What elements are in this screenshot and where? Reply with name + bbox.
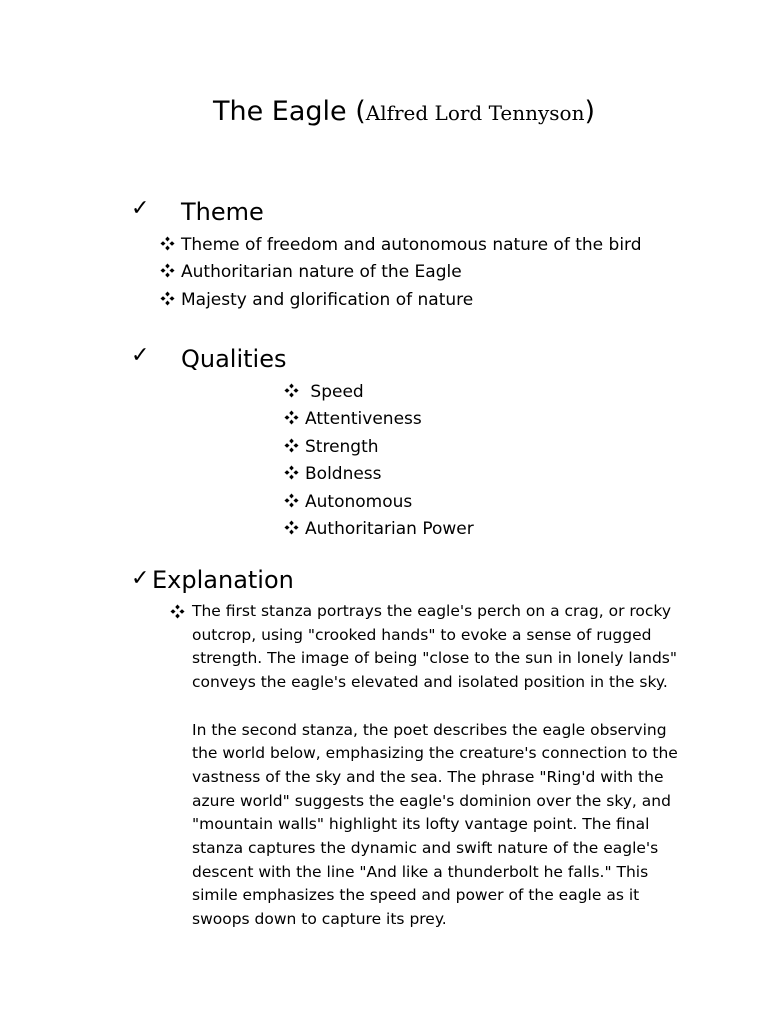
list-item: Authoritarian Power: [284, 516, 474, 543]
list-item: Theme of freedom and autonomous nature of the bird: [160, 232, 642, 259]
list-item: Majesty and glorification of nature: [160, 287, 642, 314]
diamond-bullet-icon: [284, 410, 299, 425]
checkmark-icon: ✓: [131, 343, 150, 368]
list-item: Authoritarian nature of the Eagle: [160, 259, 642, 286]
list-item: Attentiveness: [284, 406, 474, 433]
explanation-paragraph: In the second stanza, the poet describes the eagle observing the world below, emphasizing the creature's connection to the vastness of the sky and the sea. The phrase "Ring'd with the azure world" suggests the eagle's dominion over the sky, and "mountain walls" highlight its lofty vantage point. The final stanza captures the dynamic and swift nature of the eagle's descent with the line "And like a thunderbolt he falls." This simile emphasizes the speed and power of the eagle as it swoops down to capture its prey.: [192, 720, 678, 929]
qualities-list: [284, 379, 474, 543]
title-close: ): [584, 96, 596, 127]
page-title: [0, 96, 768, 127]
diamond-bullet-icon: [284, 383, 299, 398]
checkmark-icon: ✓: [131, 196, 150, 221]
explanation-paragraph: The first stanza portrays the eagle's perch on a crag, or rocky outcrop, using "crooked hands" to evoke a sense of rugged strength. The image of being "close to the sun in lonely lands" conveys the eagle's elevated and isolated position in the sky.: [192, 602, 678, 692]
list-item: Boldness: [284, 461, 474, 488]
list-item: Strength: [284, 434, 474, 461]
diamond-bullet-icon: [284, 520, 299, 535]
list-item: Speed: [284, 379, 474, 406]
diamond-bullet-icon: [284, 493, 299, 508]
diamond-bullet-icon: [170, 604, 185, 619]
diamond-bullet-icon: [284, 465, 299, 480]
diamond-bullet-icon: [284, 438, 299, 453]
diamond-bullet-icon: [160, 263, 175, 278]
theme-heading: Theme: [181, 198, 264, 226]
theme-list: [160, 232, 642, 314]
diamond-bullet-icon: [160, 236, 175, 251]
checkmark-icon: ✓: [131, 566, 150, 591]
list-item: Autonomous: [284, 489, 474, 516]
diamond-bullet-icon: [160, 291, 175, 306]
explanation-heading: Explanation: [152, 566, 294, 594]
title-text: The Eagle (: [212, 96, 366, 127]
author-name: Alfred Lord Tennyson: [365, 101, 585, 125]
explanation-body: [192, 600, 692, 932]
qualities-heading: Qualities: [181, 345, 287, 373]
